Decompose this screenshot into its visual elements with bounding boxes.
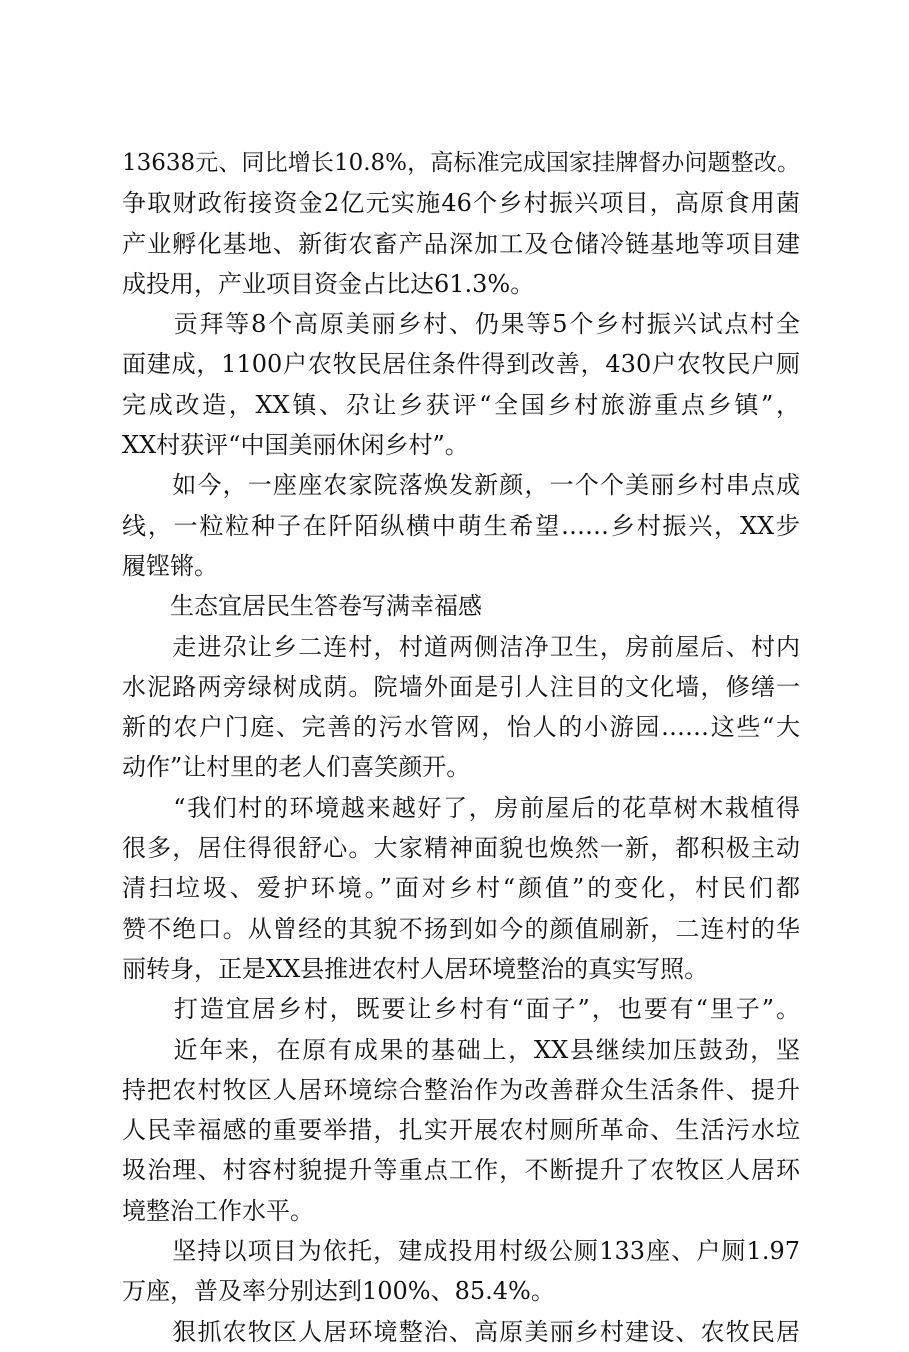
text-line: 动作”让村里的老人们喜笑颜开。 <box>122 753 471 782</box>
text-line: 圾治理、村容村貌提升等重点工作，不断提升了农牧区人居环 <box>122 1156 800 1185</box>
text-line: 水泥路两旁绿树成荫。院墙外面是引人注目的文化墙，修缮一 <box>122 672 800 701</box>
text-line: 清扫垃圾、爱护环境。”面对乡村“颜值”的变化，村民们都 <box>122 874 800 903</box>
text-line: 面建成，1100户农牧民居住条件得到改善，430户农牧民户厕 <box>122 350 800 379</box>
text-line: 很多，居住得很舒心。大家精神面貌也焕然一新，都积极主动 <box>122 834 800 863</box>
text-line: “我们村的环境越来越好了，房前屋后的花草树木栽植得 <box>122 793 800 822</box>
text-line: 坚持以项目为依托，建成投用村级公厕133座、户厕1.97 <box>122 1237 800 1266</box>
text-line: 持把农村牧区人居环境综合整治作为改善群众生活条件、提升 <box>122 1075 800 1104</box>
text-line: 丽转身，正是XX县推进农村人居环境整治的真实写照。 <box>122 954 709 983</box>
text-line: 狠抓农牧区人居环境整治、高原美丽乡村建设、农牧民居 <box>122 1317 800 1346</box>
text-line: 赞不绝口。从曾经的其貌不扬到如今的颜值刷新，二连村的华 <box>122 914 800 943</box>
text-line: 争取财政衔接资金2亿元实施46个乡村振兴项目，高原食用菌 <box>122 189 800 218</box>
text-line: 贡拜等8个高原美丽乡村、仍果等5个乡村振兴试点村全 <box>122 310 800 339</box>
text-line: 近年来，在原有成果的基础上，XX县继续加压鼓劲，坚 <box>122 1035 800 1064</box>
section-heading: 生态宜居民生答卷写满幸福感 <box>122 592 482 621</box>
text-line: XX村获评“中国美丽休闲乡村”。 <box>122 431 469 460</box>
text-line: 走进尕让乡二连村，村道两侧洁净卫生，房前屋后、村内 <box>122 632 800 661</box>
text-line: 履铿锵。 <box>122 551 218 580</box>
text-line: 如今，一座座农家院落焕发新颜，一个个美丽乡村串点成 <box>122 471 800 500</box>
document-body <box>122 143 800 1352</box>
text-line: 人民幸福感的重要举措，扎实开展农村厕所革命、生活污水垃 <box>122 1116 800 1145</box>
text-line: 万座，普及率分别达到100%、85.4%。 <box>122 1277 555 1306</box>
text-line: 完成改造，XX镇、尕让乡获评“全国乡村旅游重点乡镇”， <box>122 390 800 419</box>
text-line: 产业孵化基地、新街农畜产品深加工及仓储冷链基地等项目建 <box>122 229 800 258</box>
text-line: 新的农户门庭、完善的污水管网，怡人的小游园……这些“大 <box>122 713 800 742</box>
text-line: 13638元、同比增长10.8%，高标准完成国家挂牌督办问题整改。 <box>122 150 800 176</box>
text-line: 线，一粒粒种子在阡陌纵横中萌生希望……乡村振兴，XX步 <box>122 511 800 540</box>
text-line: 境整治工作水平。 <box>122 1196 314 1225</box>
text-line: 打造宜居乡村，既要让乡村有“面子”，也要有“里子”。 <box>122 995 800 1024</box>
text-line: 成投用，产业项目资金占比达61.3%。 <box>122 269 535 298</box>
